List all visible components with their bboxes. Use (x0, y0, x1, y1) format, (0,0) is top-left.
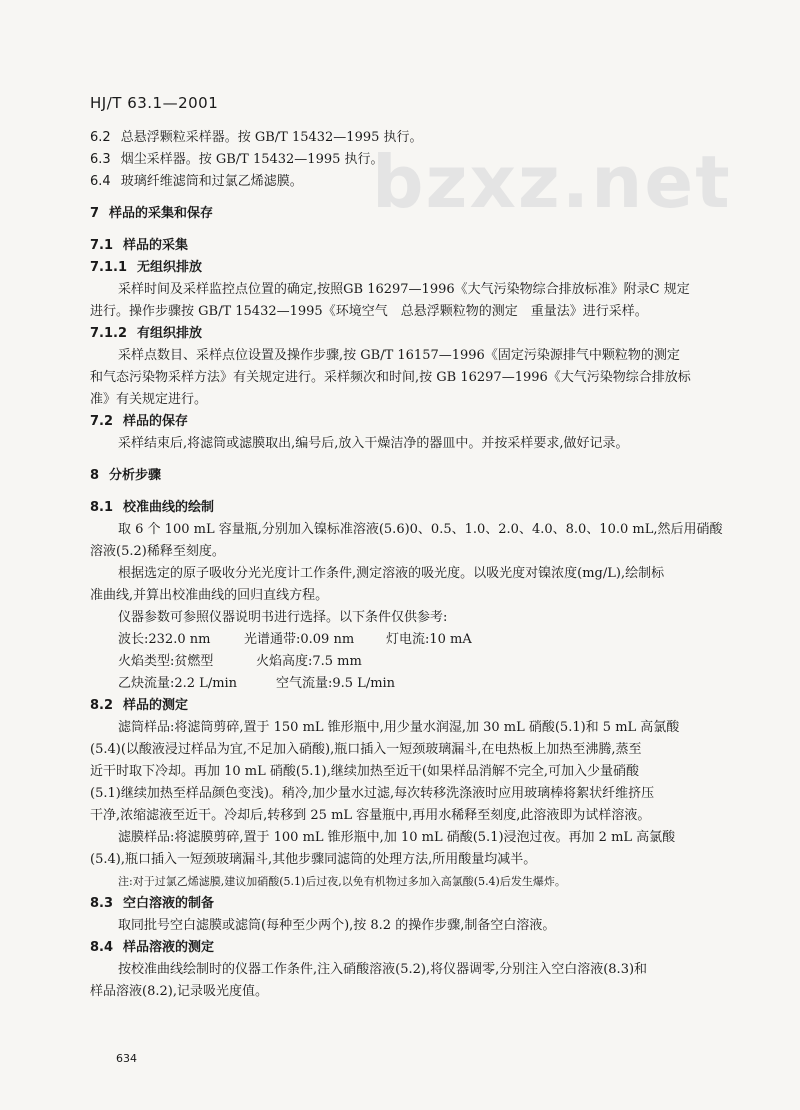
section-7-1-1-heading: 7.1.1 无组织排放 (90, 260, 203, 275)
paragraph-line: 准》有关规定进行。 (90, 392, 208, 407)
paragraph-line: 采样点数目、采样点位设置及操作步骤,按 GB/T 16157—1996《固定污染源排气中颗粒物的测定 (118, 348, 680, 363)
section-7-1-heading: 7.1 样品的采集 (90, 238, 189, 253)
paragraph-line: 干净,浓缩滤液至近干。冷却后,转移到 25 mL 容量瓶中,再用水稀释至刻度,此溶液即为试样溶液。 (90, 808, 651, 823)
paragraph-line: (5.1)继续加热至样品颜色变浅)。稍冷,加少量水过滤,每次转移洗涤液时应用玻璃棒将絮状纤维挤压 (90, 786, 655, 801)
section-8-1-heading: 8.1 校准曲线的绘制 (90, 500, 215, 515)
paragraph-line: (5.4),瓶口插入一短颈玻璃漏斗,其他步骤同滤筒的处理方法,所用酸量均减半。 (90, 852, 537, 867)
section-8-3-heading: 8.3 空白溶液的制备 (90, 896, 215, 911)
page-number: 634 (116, 1052, 137, 1065)
param-flame-type: 火焰类型:贫燃型 (118, 654, 214, 669)
paragraph-line: 仪器参数可参照仪器说明书进行选择。以下条件仅供参考: (118, 610, 448, 625)
paragraph-line: 滤筒样品:将滤筒剪碎,置于 150 mL 锥形瓶中,用少量水润湿,加 30 mL 硝酸(5.1)和 5 mL 高氯酸 (118, 720, 680, 735)
paragraph-line: 采样时间及采样监控点位置的确定,按照GB 16297—1996《大气污染物综合排放标准》附录C 规定 (118, 282, 690, 297)
param-spectral-band: 光谱通带:0.09 nm (244, 632, 355, 647)
paragraph-line: 取 6 个 100 mL 容量瓶,分别加入镍标准溶液(5.6)0、0.5、1.0、2.0、4.0、8.0、10.0 mL,然后用硝酸 (118, 522, 723, 537)
section-7-1-2-heading: 7.1.2 有组织排放 (90, 326, 203, 341)
section-7-heading: 7 样品的采集和保存 (90, 206, 214, 221)
section-8-4-heading: 8.4 样品溶液的测定 (90, 940, 215, 955)
param-wavelength: 波长:232.0 nm (118, 632, 211, 647)
param-lamp-current: 灯电流:10 mA (386, 632, 472, 647)
paragraph-line: 取同批号空白滤膜或滤筒(每种至少两个),按 8.2 的操作步骤,制备空白溶液。 (118, 918, 556, 933)
paragraph-line: 溶液(5.2)稀释至刻度。 (90, 544, 225, 559)
section-7-2-heading: 7.2 样品的保存 (90, 414, 189, 429)
note-line: 注:对于过氯乙烯滤膜,建议加硝酸(5.1)后过夜,以免有机物过多加入高氯酸(5.4)后发生爆炸。 (118, 875, 566, 888)
section-8-2-heading: 8.2 样品的测定 (90, 698, 189, 713)
item-6-3: 6.3 烟尘采样器。按 GB/T 15432—1995 执行。 (90, 152, 384, 167)
item-6-2: 6.2 总悬浮颗粒采样器。按 GB/T 15432—1995 执行。 (90, 130, 423, 145)
param-acetylene-flow: 乙炔流量:2.2 L/min (118, 676, 238, 691)
paragraph-line: 和气态污染物采样方法》有关规定进行。采样频次和时间,按 GB 16297—1996《大气污染物综合排放标 (90, 370, 691, 385)
item-6-4: 6.4 玻璃纤维滤筒和过氯乙烯滤膜。 (90, 174, 303, 189)
section-8-heading: 8 分析步骤 (90, 468, 162, 483)
standard-code-header: HJ/T 63.1—2001 (90, 94, 219, 112)
paragraph-line: 采样结束后,将滤筒或滤膜取出,编号后,放入干燥洁净的器皿中。并按采样要求,做好记录。 (118, 436, 629, 451)
paragraph-line: 准曲线,并算出校准曲线的回归直线方程。 (90, 588, 329, 603)
paragraph-line: (5.4)(以酸液浸过样品为宜,不足加入硝酸),瓶口插入一短颈玻璃漏斗,在电热板上加热至沸腾,蒸至 (90, 742, 642, 757)
paragraph-line: 样品溶液(8.2),记录吸光度值。 (90, 984, 268, 999)
param-air-flow: 空气流量:9.5 L/min (276, 676, 396, 691)
paragraph-line: 按校准曲线绘制时的仪器工作条件,注入硝酸溶液(5.2),将仪器调零,分别注入空白溶液(8.3)和 (118, 962, 648, 977)
paragraph-line: 近干时取下冷却。再加 10 mL 硝酸(5.1),继续加热至近干(如果样品消解不完全,可加入少量硝酸 (90, 764, 640, 779)
param-flame-height: 火焰高度:7.5 mm (256, 654, 362, 669)
paragraph-line: 滤膜样品:将滤膜剪碎,置于 100 mL 锥形瓶中,加 10 mL 硝酸(5.1)浸泡过夜。再加 2 mL 高氯酸 (118, 830, 676, 845)
paragraph-line: 根据选定的原子吸收分光光度计工作条件,测定溶液的吸光度。以吸光度对镍浓度(mg/L),绘制标 (118, 566, 665, 581)
paragraph-line: 进行。操作步骤按 GB/T 15432—1995《环境空气 总悬浮颗粒物的测定 重量法》进行采样。 (90, 304, 648, 319)
watermark: bzxz.net (372, 140, 732, 224)
